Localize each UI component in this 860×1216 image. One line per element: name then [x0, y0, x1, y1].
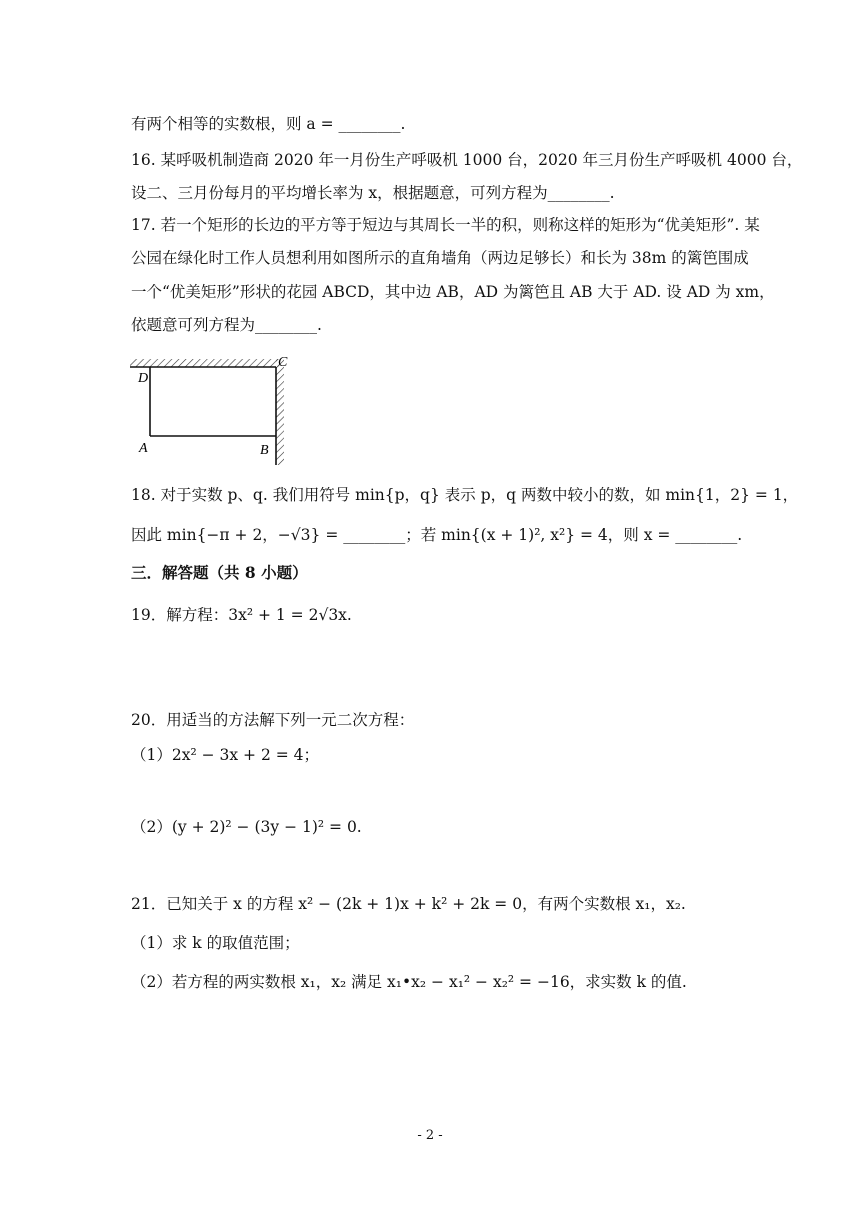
label-d: D [138, 371, 149, 386]
question-16-line-1: 16. 某呼吸机制造商 2020 年一月份生产呼吸机 1000 台，2020 年三月份生产呼吸机 4000 台， [131, 151, 803, 169]
section-heading-3: 三．解答题（共 8 小题） [131, 563, 308, 582]
question-21-part-1: （1）求 k 的取值范围； [131, 934, 300, 952]
label-c: C [278, 355, 288, 370]
question-21: 21．已知关于 x 的方程 x² − (2k + 1)x + k² + 2k = 0，有两个实数根 x₁，x₂. [131, 895, 686, 913]
top-wall-hatch [130, 359, 280, 367]
question-20: 20．用适当的方法解下列一元二次方程： [131, 711, 415, 729]
question-16-line-2: 设二、三月份每月的平均增长率为 x，根据题意，可列方程为________. [131, 184, 615, 202]
question-18-line-1: 18. 对于实数 p、q. 我们用符号 min{p，q} 表示 p，q 两数中较小的数，如 min{1，2} = 1， [131, 486, 799, 504]
question-17-line-3: 一个“优美矩形”形状的花园 ABCD，其中边 AB，AD 为篱笆且 AB 大于 AD. 设 AD 为 xm， [131, 283, 775, 301]
question-20-part-1: （1）2x² − 3x + 2 = 4； [131, 746, 320, 764]
question-17-line-1: 17. 若一个矩形的长边的平方等于短边与其周长一半的积，则称这样的矩形为“优美矩形”. 某 [131, 216, 760, 234]
question-17-line-2: 公园在绿化时工作人员想利用如图所示的直角墙角（两边足够长）和长为 38m 的篱笆围成 [131, 249, 749, 267]
question-19: 19．解方程：3x² + 1 = 2√3x. [131, 606, 352, 624]
garden-corner-figure [128, 353, 298, 468]
right-wall-hatch [276, 359, 284, 465]
question-17-line-4: 依题意可列方程为________. [131, 316, 322, 334]
question-21-part-2: （2）若方程的两实数根 x₁，x₂ 满足 x₁•x₂ − x₁² − x₂² = −16，求实数 k 的值. [131, 973, 687, 991]
page-number: - 2 - [417, 1128, 443, 1143]
question-20-part-2: （2）(y + 2)² − (3y − 1)² = 0. [131, 818, 362, 836]
text-line-15-continued: 有两个相等的实数根，则 a = ________. [131, 115, 406, 133]
question-18-line-2: 因此 min{−π + 2，−√3} = ________；若 min{(x + 1)², x²} = 4，则 x = ________. [131, 526, 743, 544]
label-a: A [139, 441, 148, 456]
label-b: B [260, 443, 269, 458]
